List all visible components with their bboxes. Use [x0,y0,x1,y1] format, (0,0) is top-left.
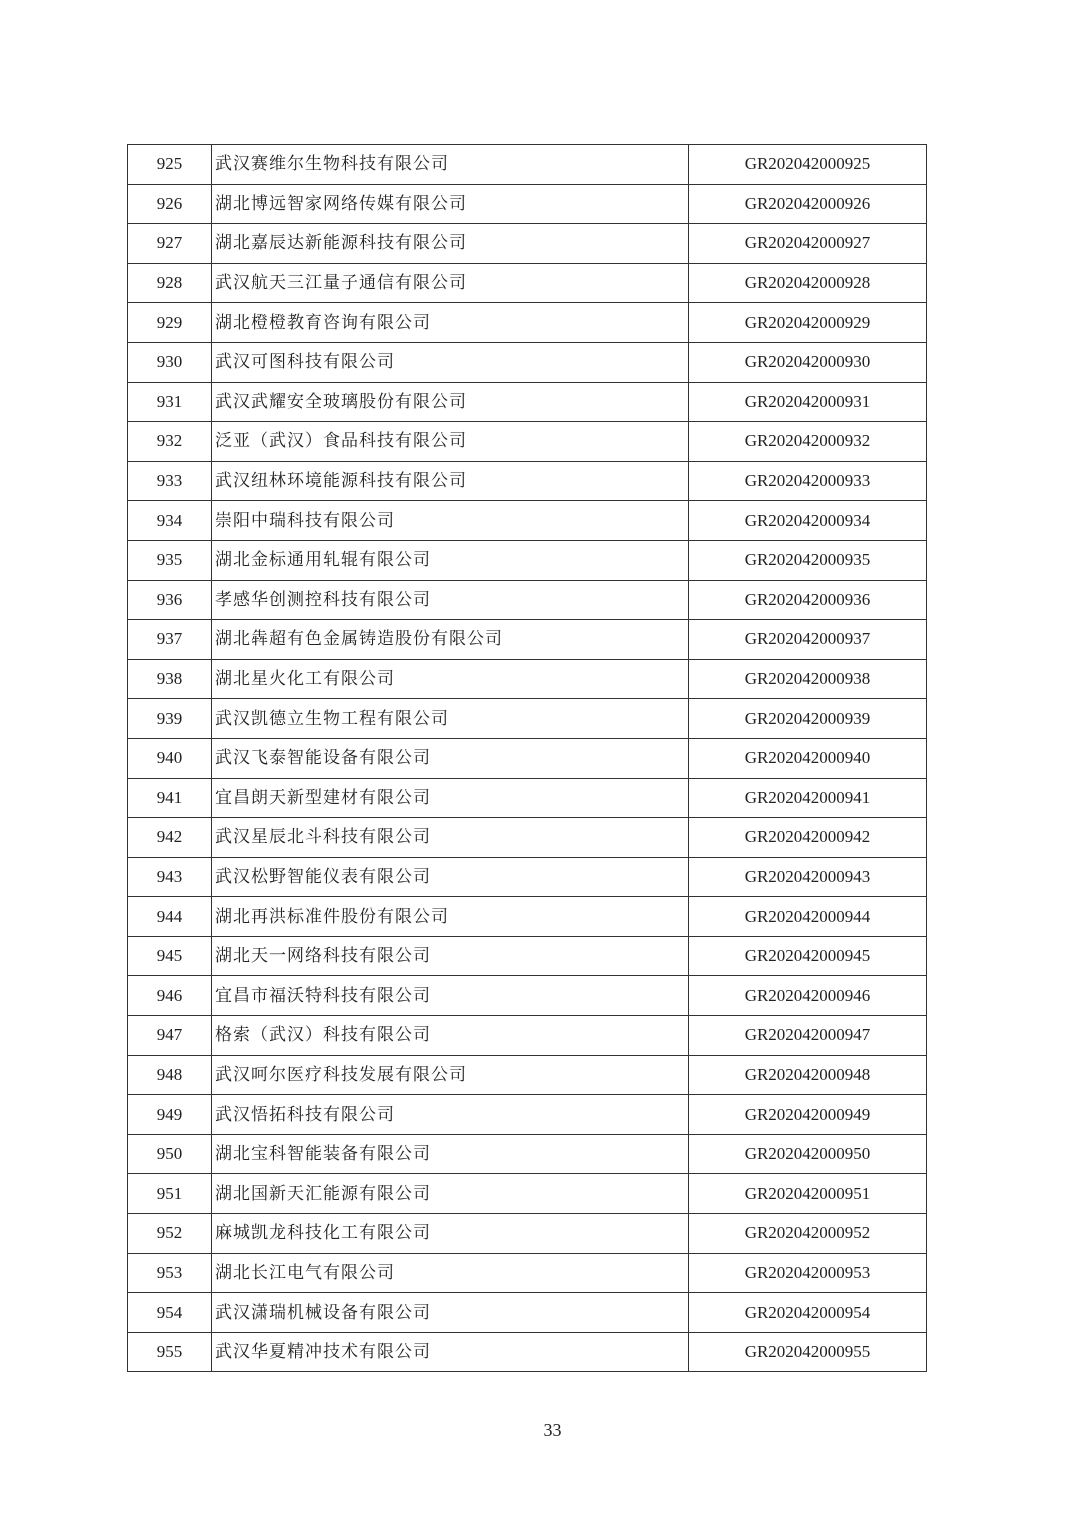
certificate-code: GR202042000938 [689,659,927,699]
certificate-code: GR202042000928 [689,263,927,303]
company-name: 武汉悟拓科技有限公司 [212,1095,689,1135]
certificate-code: GR202042000945 [689,936,927,976]
row-number: 951 [128,1174,212,1214]
company-name: 武汉华夏精冲技术有限公司 [212,1332,689,1372]
certificate-code: GR202042000935 [689,540,927,580]
certificate-code: GR202042000927 [689,224,927,264]
company-name: 湖北橙橙教育咨询有限公司 [212,303,689,343]
company-name: 宜昌市福沃特科技有限公司 [212,976,689,1016]
row-number: 948 [128,1055,212,1095]
table-row [128,897,927,937]
certificate-code: GR202042000939 [689,699,927,739]
table-row [128,422,927,462]
certificate-code: GR202042000936 [689,580,927,620]
company-name: 武汉纽林环境能源科技有限公司 [212,461,689,501]
table-row [128,1332,927,1372]
table-row [128,1293,927,1333]
company-name: 湖北犇超有色金属铸造股份有限公司 [212,620,689,660]
certificate-code: GR202042000952 [689,1214,927,1254]
table-row [128,659,927,699]
table-row [128,540,927,580]
certificate-code: GR202042000941 [689,778,927,818]
company-name: 宜昌朗天新型建材有限公司 [212,778,689,818]
certificate-code: GR202042000933 [689,461,927,501]
table-row [128,620,927,660]
company-name: 武汉凯德立生物工程有限公司 [212,699,689,739]
row-number: 937 [128,620,212,660]
certificate-code: GR202042000925 [689,145,927,185]
row-number: 935 [128,540,212,580]
row-number: 945 [128,936,212,976]
table-row [128,580,927,620]
table-row [128,1055,927,1095]
table-row [128,1095,927,1135]
company-name: 孝感华创测控科技有限公司 [212,580,689,620]
certificate-code: GR202042000926 [689,184,927,224]
row-number: 934 [128,501,212,541]
certificate-code: GR202042000930 [689,342,927,382]
company-name: 湖北博远智家网络传媒有限公司 [212,184,689,224]
table-row [128,1174,927,1214]
certificate-code: GR202042000944 [689,897,927,937]
certificate-code: GR202042000947 [689,1016,927,1056]
company-name: 泛亚（武汉）食品科技有限公司 [212,422,689,462]
row-number: 925 [128,145,212,185]
row-number: 943 [128,857,212,897]
page-number: 33 [543,1420,562,1440]
certificate-code: GR202042000950 [689,1134,927,1174]
company-name: 武汉潇瑞机械设备有限公司 [212,1293,689,1333]
table-row [128,342,927,382]
table-row [128,224,927,264]
table-row [128,976,927,1016]
company-name: 武汉可图科技有限公司 [212,342,689,382]
table-row [128,1016,927,1056]
table-row [128,303,927,343]
certificate-code: GR202042000948 [689,1055,927,1095]
table-row [128,145,927,185]
row-number: 928 [128,263,212,303]
company-name: 武汉松野智能仪表有限公司 [212,857,689,897]
table-row [128,263,927,303]
row-number: 940 [128,738,212,778]
company-name: 湖北嘉辰达新能源科技有限公司 [212,224,689,264]
company-name: 湖北国新天汇能源有限公司 [212,1174,689,1214]
row-number: 954 [128,1293,212,1333]
certificate-code: GR202042000932 [689,422,927,462]
certificate-code: GR202042000954 [689,1293,927,1333]
row-number: 942 [128,818,212,858]
row-number: 936 [128,580,212,620]
certificate-code: GR202042000953 [689,1253,927,1293]
certificate-code: GR202042000934 [689,501,927,541]
certificate-table [127,144,927,1372]
row-number: 952 [128,1214,212,1254]
certificate-code: GR202042000949 [689,1095,927,1135]
company-name: 武汉武耀安全玻璃股份有限公司 [212,382,689,422]
certificate-code: GR202042000940 [689,738,927,778]
company-name: 武汉赛维尔生物科技有限公司 [212,145,689,185]
company-name: 武汉呵尔医疗科技发展有限公司 [212,1055,689,1095]
table-row [128,738,927,778]
certificate-code: GR202042000943 [689,857,927,897]
row-number: 932 [128,422,212,462]
row-number: 933 [128,461,212,501]
row-number: 949 [128,1095,212,1135]
row-number: 926 [128,184,212,224]
row-number: 938 [128,659,212,699]
certificate-code: GR202042000931 [689,382,927,422]
company-name: 湖北金标通用轧辊有限公司 [212,540,689,580]
table-row [128,1134,927,1174]
table-row [128,778,927,818]
table-row [128,1214,927,1254]
company-name: 格索（武汉）科技有限公司 [212,1016,689,1056]
table-row [128,818,927,858]
row-number: 944 [128,897,212,937]
company-name: 湖北长江电气有限公司 [212,1253,689,1293]
certificate-code: GR202042000942 [689,818,927,858]
row-number: 955 [128,1332,212,1372]
certificate-table-body [128,145,927,1372]
row-number: 931 [128,382,212,422]
company-name: 武汉航天三江量子通信有限公司 [212,263,689,303]
certificate-code: GR202042000951 [689,1174,927,1214]
row-number: 947 [128,1016,212,1056]
certificate-code: GR202042000955 [689,1332,927,1372]
row-number: 950 [128,1134,212,1174]
company-name: 湖北宝科智能装备有限公司 [212,1134,689,1174]
company-name: 武汉星辰北斗科技有限公司 [212,818,689,858]
table-row [128,184,927,224]
company-name: 麻城凯龙科技化工有限公司 [212,1214,689,1254]
row-number: 941 [128,778,212,818]
row-number: 939 [128,699,212,739]
certificate-code: GR202042000946 [689,976,927,1016]
certificate-code: GR202042000929 [689,303,927,343]
company-name: 湖北天一网络科技有限公司 [212,936,689,976]
row-number: 929 [128,303,212,343]
row-number: 953 [128,1253,212,1293]
company-name: 武汉飞泰智能设备有限公司 [212,738,689,778]
table-row [128,501,927,541]
row-number: 946 [128,976,212,1016]
company-name: 崇阳中瑞科技有限公司 [212,501,689,541]
table-row [128,936,927,976]
table-row [128,1253,927,1293]
company-name: 湖北再洪标准件股份有限公司 [212,897,689,937]
certificate-code: GR202042000937 [689,620,927,660]
table-row [128,382,927,422]
row-number: 927 [128,224,212,264]
table-row [128,699,927,739]
row-number: 930 [128,342,212,382]
table-row [128,461,927,501]
table-row [128,857,927,897]
company-name: 湖北星火化工有限公司 [212,659,689,699]
